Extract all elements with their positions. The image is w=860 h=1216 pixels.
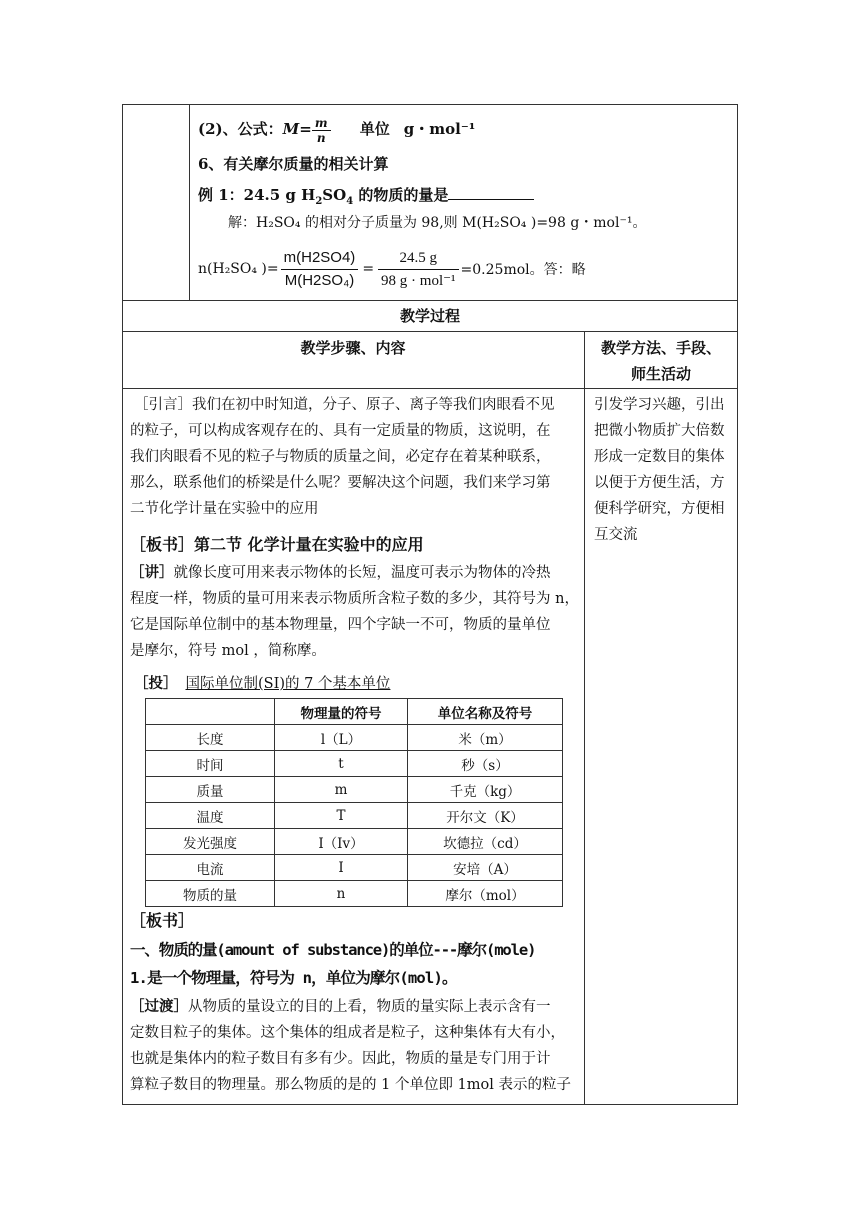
calc-eq: =	[362, 261, 375, 277]
table-cell: 温度	[146, 803, 275, 829]
project-tag: ［投］	[134, 675, 178, 692]
lecture-line: 是摩尔，符号 mol ，简称摩。	[130, 643, 326, 659]
table-header-cell: 单位名称及符号	[408, 699, 563, 725]
intro-line: 那么，联系他们的桥梁是什么呢？要解决这个问题，我们来学习第	[130, 475, 551, 491]
border-bottom	[122, 1104, 738, 1105]
table-cell: t	[275, 751, 408, 777]
table-cell: 米（m）	[408, 725, 563, 751]
border-right	[737, 104, 738, 1105]
process-header: 教学过程	[399, 307, 460, 325]
board-heading-1: ［板书］第二节 化学计量在实验中的应用	[130, 535, 424, 554]
table-cell: 长度	[146, 725, 275, 751]
method-line: 把微小物质扩大倍数	[594, 423, 725, 439]
method-notes	[594, 392, 734, 548]
col-left-header: 教学步骤、内容	[300, 339, 406, 357]
transition-paragraph	[130, 994, 580, 1098]
unit-label: 单位	[359, 120, 390, 138]
intro-line: 我们在初中时知道，分子、原子、离子等我们肉眼看不见	[192, 397, 555, 413]
table-cell: m	[275, 777, 408, 803]
example-prefix: 例 1：24.5 g H	[198, 186, 316, 204]
table-row	[146, 829, 563, 855]
example-so: SO	[322, 186, 347, 204]
table-cell: I（Iv）	[275, 829, 408, 855]
transition-line: 算粒子数目的物理量。那么物质的是的 1 个单位即 1mol 表示的粒子	[130, 1077, 572, 1093]
example-sub4: 4	[346, 196, 354, 207]
example-suffix: 的物质的量是	[353, 186, 449, 204]
point-1: 1.是一个物理量，符号为 n，单位为摩尔(mol)。	[130, 969, 457, 987]
table-cell: 安培（A）	[408, 855, 563, 881]
formula-denominator: n	[316, 130, 326, 145]
table-row	[146, 881, 563, 907]
table-cell: 时间	[146, 751, 275, 777]
unit-value: g・mol⁻¹	[403, 120, 476, 138]
calc-frac1-den: M(H2SO₄)	[284, 271, 355, 289]
table-cell: 坎德拉（cd）	[408, 829, 563, 855]
method-line: 便科学研究，方便相	[594, 501, 725, 517]
example-sub2: 2	[315, 196, 323, 207]
formula-M: M=	[282, 120, 312, 138]
border-row2	[122, 331, 738, 332]
formula-label: (2)、公式：	[198, 120, 283, 138]
lecture-line: 程度一样，物质的量可用来表示物质所含粒子数的多少，其符号为 n，	[130, 591, 579, 607]
lecture-tag: ［讲］	[130, 564, 174, 581]
calculation-line	[198, 244, 586, 294]
table-cell: n	[275, 881, 408, 907]
intro-line: 的粒子，可以构成客观存在的、具有一定质量的物质，这说明，在	[130, 423, 551, 439]
project-title: 国际单位制(SI)的 7 个基本单位	[185, 676, 391, 692]
transition-line: 也就是集体内的粒子数目有多有少。因此，物质的量是专门用于计	[130, 1051, 551, 1067]
formula-line	[198, 110, 475, 148]
table-cell: 发光强度	[146, 829, 275, 855]
border-row3	[122, 388, 738, 389]
border-top	[122, 104, 738, 105]
intro-tag: ［引言］	[134, 397, 192, 413]
calc-n: n(H₂SO₄ )=	[198, 261, 279, 277]
table-row	[146, 855, 563, 881]
transition-tag: ［过渡］	[130, 998, 188, 1015]
col-right-header-2: 师生活动	[630, 365, 691, 383]
table-row	[146, 751, 563, 777]
board-heading-2: ［板书］	[130, 911, 195, 930]
table-cell: 物质的量	[146, 881, 275, 907]
calc-frac1-num: m(H2SO4)	[281, 247, 359, 270]
table-cell: 电流	[146, 855, 275, 881]
answer-blank	[448, 183, 534, 200]
formula-numerator: m	[312, 116, 331, 131]
border-left	[122, 104, 123, 1105]
calc-result: =0.25mol。答：略	[460, 262, 586, 278]
table-header-cell	[146, 699, 275, 725]
border-inner-top	[189, 104, 190, 300]
table-header-cell: 物理量的符号	[275, 699, 408, 725]
method-line: 以便于方便生活，方	[594, 475, 725, 491]
table-cell: l（L）	[275, 725, 408, 751]
method-line: 引发学习兴趣，引出	[594, 397, 725, 413]
method-line: 互交流	[594, 527, 638, 543]
lecture-paragraph	[130, 560, 580, 664]
method-line: 形成一定数目的集体	[594, 449, 725, 465]
lecture-line: 它是国际单位制中的基本物理量，四个字缺一不可，物质的量单位	[130, 617, 551, 633]
heading-6: 6、有关摩尔质量的相关计算	[198, 155, 389, 173]
intro-line: 二节化学计量在实验中的应用	[130, 501, 319, 517]
table-cell: 千克（kg）	[408, 777, 563, 803]
table-row	[146, 725, 563, 751]
lecture-line: 就像长度可用来表示物体的长短，温度可表示为物体的冷热	[173, 565, 551, 581]
transition-line: 定数目粒子的集体。这个集体的组成者是粒子，这种集体有大有小，	[130, 1025, 565, 1041]
table-cell: 秒（s）	[408, 751, 563, 777]
table-cell: 质量	[146, 777, 275, 803]
solution-line: 解：H₂SO₄ 的相对分子质量为 98,则 M(H₂SO₄ )=98 g・mol⁻¹。	[228, 215, 647, 231]
example-1	[198, 182, 534, 215]
section-heading-one: 一、物质的量(amount of substance)的单位---摩尔(mole)	[130, 941, 536, 959]
intro-line: 我们肉眼看不见的粒子与物质的质量之间，必定存在着某种联系，	[130, 449, 551, 465]
table-row	[146, 777, 563, 803]
table-header-row	[146, 699, 563, 725]
table-cell: T	[275, 803, 408, 829]
transition-line: 从物质的量设立的目的上看，物质的量实际上表示含有一	[188, 999, 551, 1015]
table-cell: 摩尔（mol）	[408, 881, 563, 907]
si-units-table	[145, 698, 563, 907]
project-line	[134, 672, 390, 696]
calc-frac2-num: 24.5 g	[378, 247, 459, 270]
table-cell: 开尔文（K）	[408, 803, 563, 829]
intro-paragraph	[130, 392, 580, 522]
table-cell: I	[275, 855, 408, 881]
calc-frac2-den: 98 g · mol⁻¹	[381, 272, 456, 289]
table-row	[146, 803, 563, 829]
col-right-header-1: 教学方法、手段、	[600, 339, 721, 357]
border-col-split	[584, 331, 585, 1105]
